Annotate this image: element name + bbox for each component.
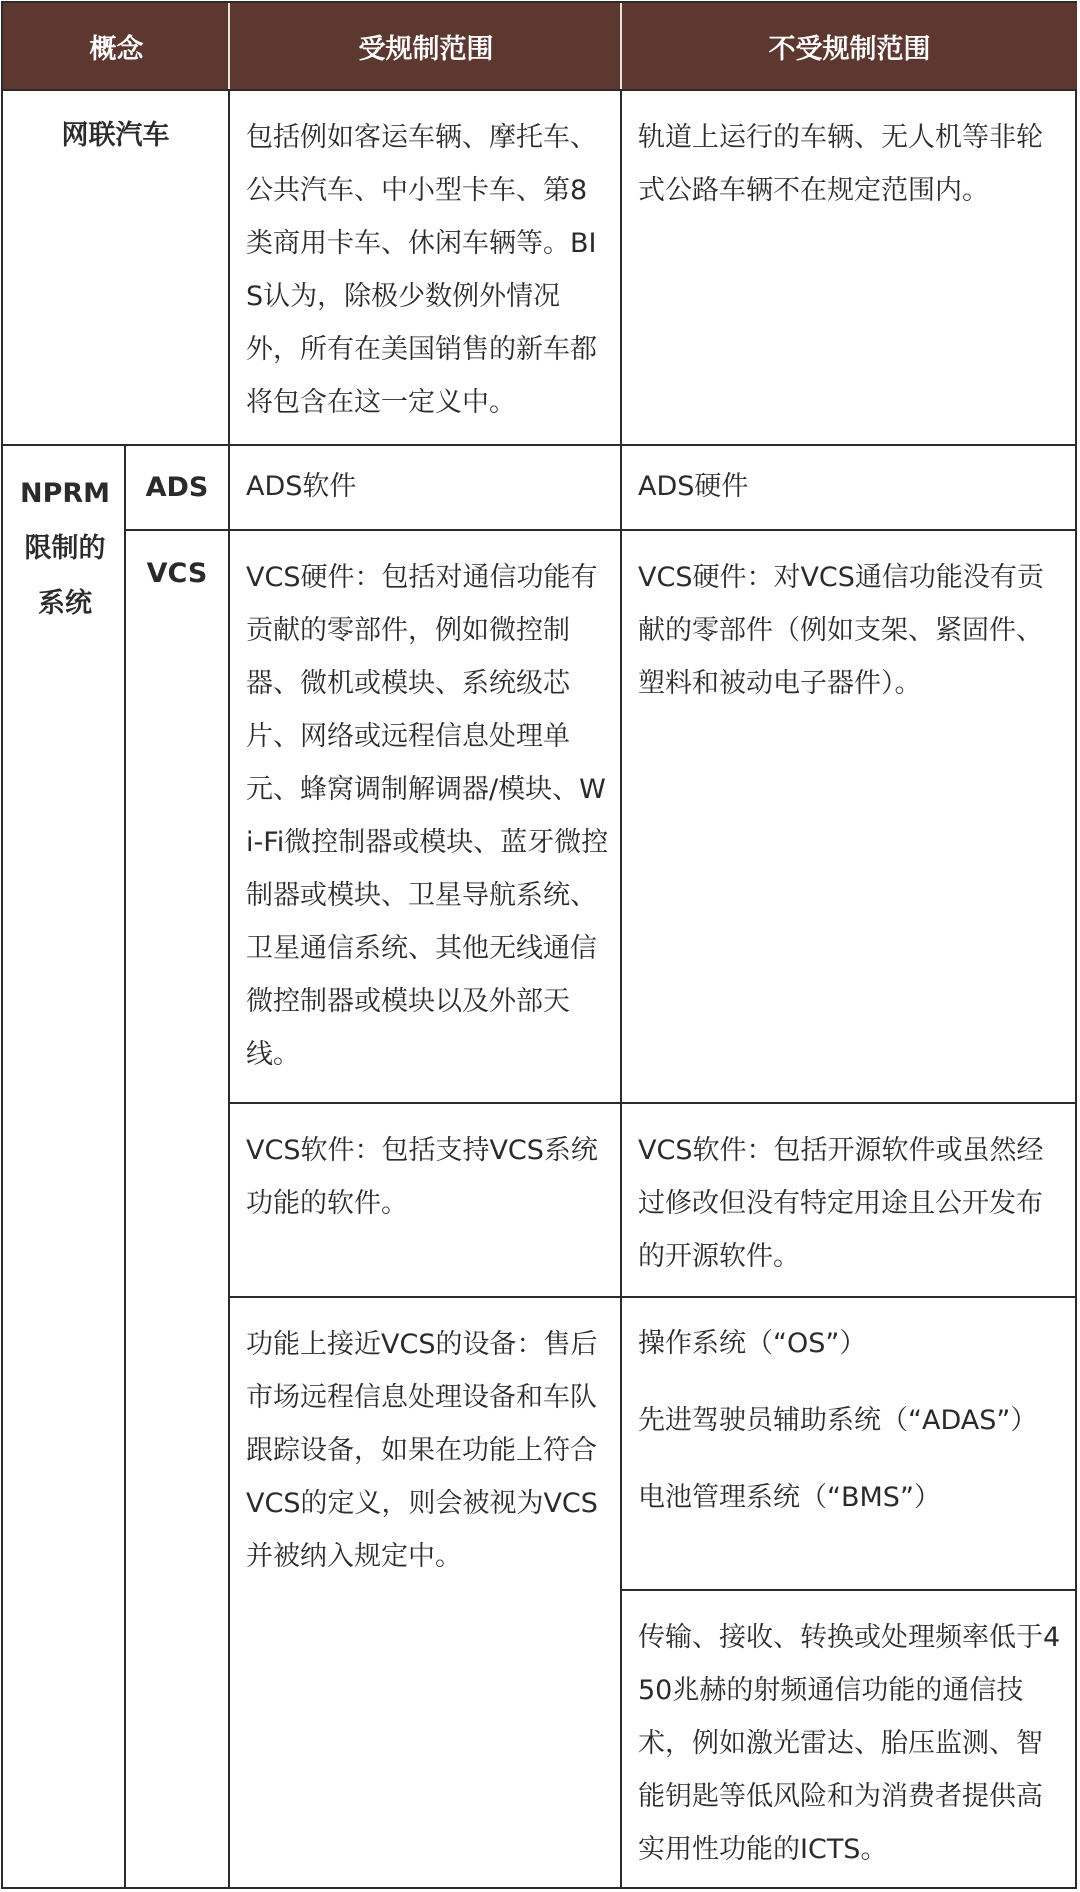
row-divider bbox=[228, 1296, 1077, 1298]
header-not-regulated bbox=[622, 3, 1077, 90]
connected-vehicle-label: 网联汽车 bbox=[61, 120, 170, 151]
header-not-regulated-label: 不受规制范围 bbox=[768, 34, 931, 65]
header-regulated-label: 受规制范围 bbox=[358, 34, 494, 65]
vcs-equivalent-regulated: 功能上接近VCS的设备：售后市场远程信息处理设备和车队跟踪设备，如果在功能上符合VCS的定义，则会被视为VCS并被纳入规定中。 bbox=[246, 1329, 598, 1572]
comparison-table bbox=[1, 1, 1077, 1889]
header-concept-label: 概念 bbox=[89, 34, 144, 65]
header-regulated bbox=[230, 3, 622, 90]
excluded-system-os: 操作系统（“OS”） bbox=[638, 1328, 867, 1359]
row-divider bbox=[124, 529, 1077, 531]
excluded-systems-list bbox=[622, 1316, 1077, 1525]
vcs-hardware-regulated: VCS硬件：包括对通信功能有贡献的零部件，例如微控制器、微机或模块、系统级芯片、网络或远程信息处理单元、蜂窝调制解调器/模块、Wi-Fi微控制器或模块、蓝牙微控制器或模块、卫星导航系统、卫星通信系统、其他无线通信微控制器或模块以及外部天线。 bbox=[246, 562, 609, 1070]
ads-label: ADS bbox=[145, 472, 209, 503]
vcs-hardware-not-regulated: VCS硬件：对VCS通信功能没有贡献的零部件（例如支架、紧固件、塑料和被动电子器件）。 bbox=[638, 562, 1044, 699]
ads-regulated: ADS软件 bbox=[246, 471, 357, 502]
header-concept bbox=[3, 3, 230, 90]
row-divider bbox=[622, 1589, 1077, 1591]
connected-vehicle-not-regulated: 轨道上运行的车辆、无人机等非轮式公路车辆不在规定范围内。 bbox=[638, 122, 1043, 206]
nprm-systems-label: NPRM限制的系统 bbox=[19, 478, 111, 619]
excluded-system-adas: 先进驾驶员辅助系统（“ADAS”） bbox=[638, 1405, 1038, 1436]
excluded-system-bms: 电池管理系统（“BMS”） bbox=[638, 1482, 941, 1513]
row-divider bbox=[228, 1102, 1077, 1104]
ict-not-regulated: 传输、接收、转换或处理频率低于450兆赫的射频通信功能的通信技术，例如激光雷达、胎压监测、智能钥匙等低风险和为消费者提供高实用性功能的ICTS。 bbox=[638, 1622, 1061, 1865]
connected-vehicle-regulated: 包括例如客运车辆、摩托车、公共汽车、中小型卡车、第8类商用卡车、休闲车辆等。BIS认为，除极少数例外情况外，所有在美国销售的新车都将包含在这一定义中。 bbox=[246, 122, 597, 418]
header-divider bbox=[228, 3, 230, 90]
vcs-label: VCS bbox=[146, 558, 208, 589]
ads-not-regulated: ADS硬件 bbox=[638, 471, 749, 502]
column-divider bbox=[124, 444, 126, 1889]
header-divider bbox=[620, 3, 622, 90]
vcs-software-not-regulated: VCS软件：包括开源软件或虽然经过修改但没有特定用途且公开发布的开源软件。 bbox=[638, 1135, 1044, 1272]
vcs-software-regulated: VCS软件：包括支持VCS系统功能的软件。 bbox=[246, 1135, 598, 1219]
